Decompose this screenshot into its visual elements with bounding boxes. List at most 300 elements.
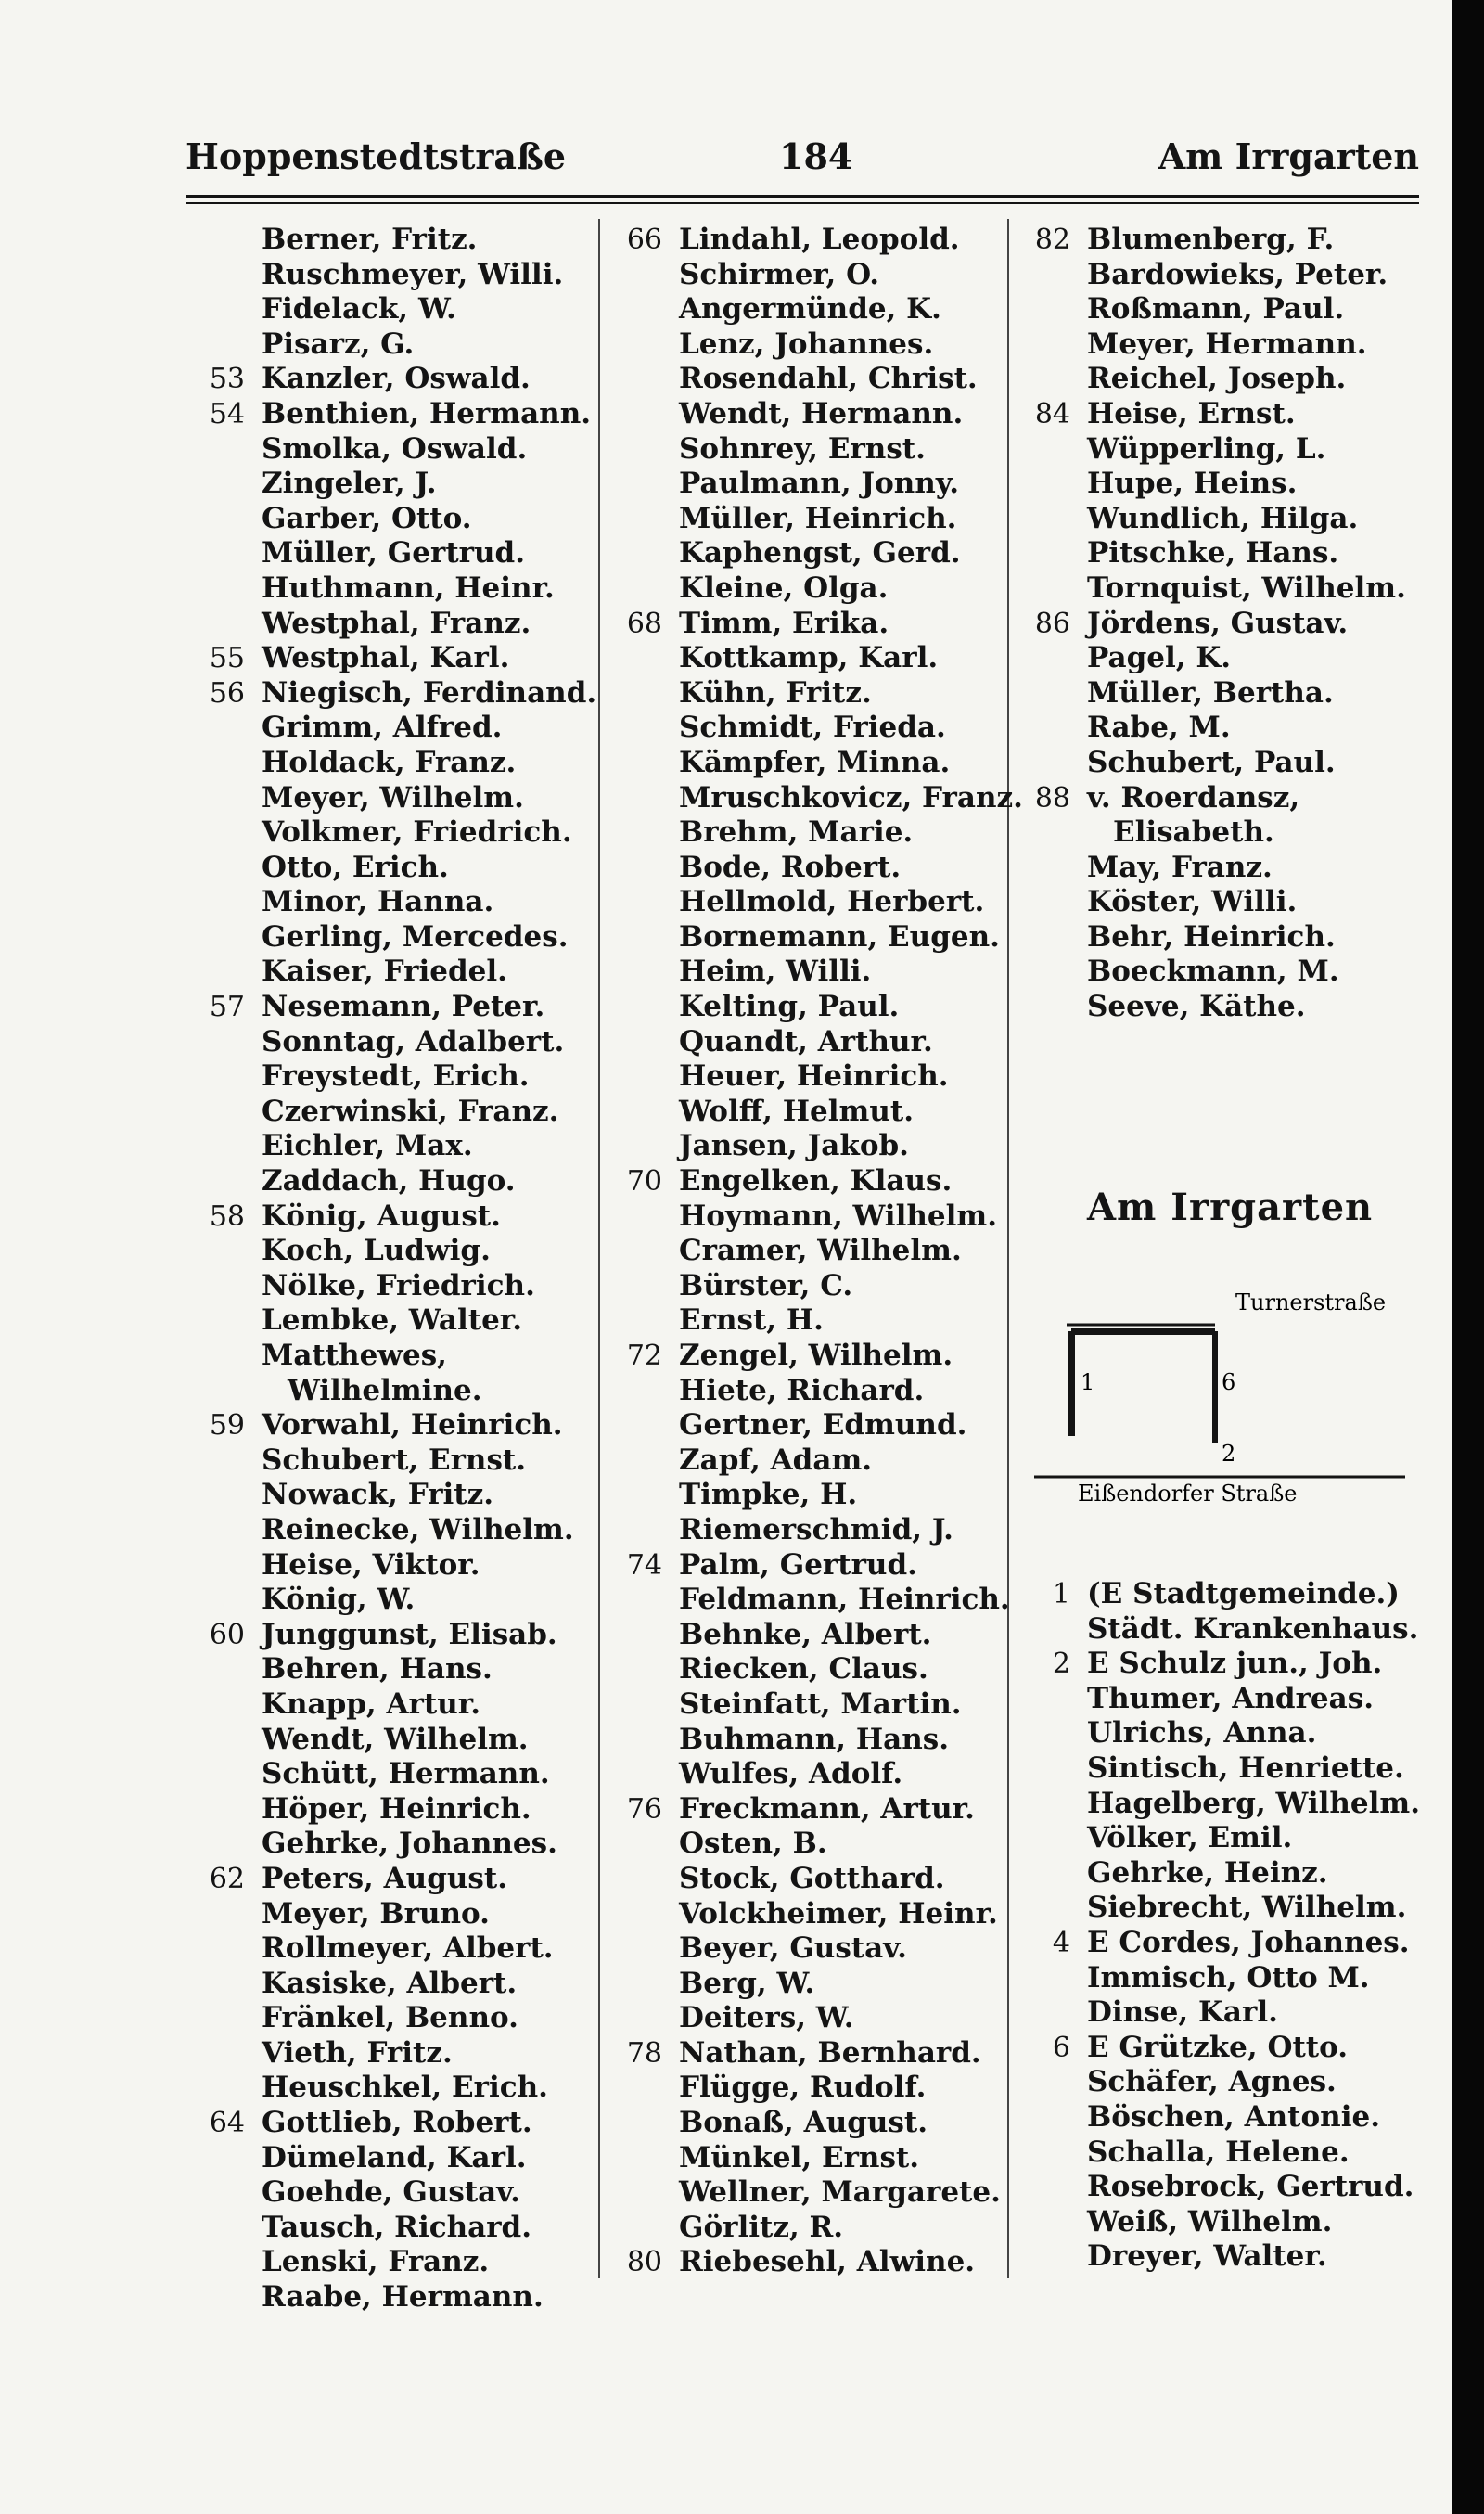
resident-name: Görlitz, R. [679, 2210, 844, 2244]
resident-name: Ruschmeyer, Willi. [262, 257, 564, 291]
resident-name: Wellner, Margarete. [679, 2175, 1001, 2210]
directory-entry [1011, 327, 1428, 363]
directory-entry [186, 1443, 603, 1479]
resident-name: Heise, Ernst. [1087, 396, 1296, 430]
resident-name: Dümeland, Karl. [262, 2140, 527, 2174]
directory-entry [603, 1025, 1011, 1060]
directory-entry [603, 885, 1011, 920]
directory-entry [603, 1862, 1011, 1897]
resident-name: Flügge, Rudolf. [679, 2071, 927, 2105]
house-number: 64 [209, 2107, 245, 2140]
house-number: 88 [1034, 781, 1070, 814]
directory-entry [603, 1374, 1011, 1409]
resident-name: Matthewes, [262, 1339, 447, 1372]
directory-entry [603, 397, 1011, 432]
resident-name: Berner, Fritz. [262, 223, 478, 256]
resident-name: Goehde, Gustav. [262, 2175, 520, 2210]
page-number: 184 [779, 135, 853, 177]
resident-name: König, W. [262, 1583, 416, 1617]
directory-entry [1011, 676, 1428, 712]
directory-entry [186, 1583, 603, 1618]
resident-name: Wolff, Helmut. [679, 1094, 915, 1128]
resident-name: Zapf, Adam. [679, 1443, 873, 1477]
resident-name: Kühn, Fritz. [679, 675, 872, 710]
directory-entry [603, 467, 1011, 502]
directory-entry [186, 2001, 603, 2036]
resident-name: Deiters, W. [679, 2001, 854, 2035]
house-number: 58 [209, 1199, 245, 1233]
resident-name: Jansen, Jakob. [679, 1129, 909, 1163]
resident-name: Rollmeyer, Albert. [262, 1931, 554, 1966]
directory-entry [1011, 2170, 1428, 2205]
resident-name: Lindahl, Leopold. [679, 223, 960, 256]
directory-entry [603, 780, 1023, 816]
directory-entry [603, 1303, 1011, 1339]
resident-name: Vieth, Fritz. [262, 2035, 453, 2070]
resident-name: Höper, Heinrich. [262, 1791, 531, 1826]
resident-name: Heuschkel, Erich. [262, 2071, 548, 2105]
directory-entry [603, 1792, 1011, 1828]
house-number: 6 [1052, 2031, 1070, 2064]
directory-entry [603, 1897, 1011, 1932]
resident-name: Fidelack, W. [262, 292, 456, 327]
directory-entry [186, 502, 603, 537]
house-number: 66 [626, 224, 662, 256]
directory-entry [186, 920, 603, 956]
resident-name: Niegisch, Ferdinand. [262, 675, 597, 710]
resident-name: Fränkel, Benno. [262, 2001, 518, 2035]
directory-entry [603, 1827, 1011, 1862]
house-number: 70 [626, 1165, 662, 1199]
directory-entry [186, 1757, 603, 1792]
resident-name: Behren, Hans. [262, 1652, 493, 1687]
resident-name: Heise, Viktor. [262, 1547, 480, 1582]
resident-name: Freystedt, Erich. [262, 1059, 530, 1094]
resident-name: Zingeler, J. [262, 467, 437, 501]
resident-name: Knapp, Artur. [262, 1687, 481, 1721]
resident-name: Jördens, Gustav. [1087, 606, 1349, 640]
directory-entry [603, 258, 1011, 293]
resident-name: E Grützke, Otto. [1087, 2030, 1349, 2064]
directory-entry [186, 362, 603, 397]
resident-name: Holdack, Franz. [262, 745, 517, 779]
directory-entry [603, 2245, 1011, 2280]
resident-name: Münkel, Ernst. [679, 2140, 920, 2174]
resident-name: Schubert, Ernst. [262, 1443, 527, 1477]
house-number: 78 [626, 2036, 662, 2070]
directory-entry [1011, 2239, 1428, 2275]
resident-name: Raabe, Hermann. [262, 2280, 544, 2315]
directory-entry [1011, 1961, 1428, 1996]
header-rule-second [186, 202, 1419, 204]
street-label-bottom: Eißendorfer Straße [1078, 1481, 1298, 1503]
resident-name: Vorwahl, Heinrich. [262, 1408, 563, 1443]
resident-name: Nesemann, Peter. [262, 990, 545, 1024]
directory-entry [186, 292, 603, 327]
resident-name: Koch, Ludwig. [262, 1234, 491, 1268]
directory-entry [603, 1723, 1011, 1758]
directory-entry [1011, 502, 1428, 537]
resident-name: Tausch, Richard. [262, 2210, 532, 2244]
directory-entry [603, 607, 1011, 642]
directory-entry [1011, 571, 1428, 607]
directory-entry [1011, 1716, 1428, 1751]
directory-entry [1011, 1995, 1428, 2031]
directory-entry [603, 1931, 1011, 1967]
directory-entry [603, 711, 1011, 746]
resident-name: Hoymann, Wilhelm. [679, 1199, 997, 1233]
resident-name: Angermünde, K. [679, 292, 941, 327]
resident-name: Müller, Gertrud. [262, 536, 525, 571]
directory-entry [186, 327, 603, 363]
resident-name: Freckmann, Artur. [679, 1791, 975, 1826]
resident-name: Nathan, Bernhard. [679, 2035, 981, 2070]
directory-entry [603, 746, 1011, 781]
directory-entry [186, 467, 603, 502]
resident-name: Müller, Heinrich. [679, 501, 957, 535]
resident-name: Reichel, Joseph. [1087, 362, 1347, 396]
street-label-top: Turnerstraße [1235, 1289, 1387, 1315]
resident-name: Gerling, Mercedes. [262, 919, 569, 954]
resident-name: Heim, Willi. [679, 955, 872, 989]
resident-name: Hiete, Richard. [679, 1373, 925, 1407]
header-street-left: Hoppenstedtstraße [186, 135, 567, 177]
directory-entry [1011, 1926, 1428, 1961]
resident-name: Schubert, Paul. [1087, 745, 1336, 779]
directory-entry [603, 327, 1011, 363]
resident-name: Lenz, Johannes. [679, 327, 934, 361]
directory-entry [1011, 851, 1428, 886]
directory-entry [1011, 1856, 1428, 1892]
resident-name: May, Franz. [1087, 850, 1273, 884]
directory-entry [603, 223, 1011, 258]
map-number-right-top: 6 [1222, 1369, 1236, 1395]
resident-name: Pisarz, G. [262, 327, 415, 361]
directory-entry [603, 920, 1011, 956]
directory-entry [186, 536, 603, 571]
resident-name: Czerwinski, Franz. [262, 1094, 559, 1128]
directory-entry [1011, 2065, 1428, 2100]
directory-entry [1011, 292, 1428, 327]
directory-entry [603, 362, 1011, 397]
directory-entry [186, 2071, 603, 2106]
directory-entry [603, 641, 1011, 676]
directory-entry [186, 711, 603, 746]
directory-entry [186, 1303, 603, 1339]
column-2 [603, 223, 1023, 2280]
resident-name: Elisabeth. [1113, 815, 1274, 850]
resident-name: Zaddach, Hugo. [262, 1164, 516, 1199]
directory-entry [603, 1269, 1011, 1304]
header-street-right: Am Irrgarten [1158, 135, 1419, 177]
directory-entry [1011, 2031, 1428, 2066]
directory-entry [603, 2036, 1011, 2071]
resident-name: Timm, Erika. [679, 606, 889, 640]
resident-name: Engelken, Klaus. [679, 1164, 953, 1199]
directory-entry [186, 1164, 603, 1199]
directory-entry [186, 1618, 603, 1653]
resident-name: Sohnrey, Ernst. [679, 431, 926, 466]
directory-entry [186, 1269, 603, 1304]
directory-entry [1011, 2100, 1428, 2136]
section-heading: Am Irrgarten [1087, 1186, 1374, 1229]
resident-name: Zengel, Wilhelm. [679, 1339, 953, 1372]
house-number: 57 [209, 991, 245, 1024]
resident-name: Müller, Bertha. [1087, 675, 1334, 710]
directory-entry [603, 1095, 1011, 1130]
resident-name: Wendt, Wilhelm. [262, 1722, 529, 1756]
resident-name: Wulfes, Adolf. [679, 1757, 903, 1791]
resident-name: Grimm, Alfred. [262, 711, 503, 745]
directory-entry [603, 2211, 1011, 2246]
resident-name: Bonaß, August. [679, 2106, 928, 2140]
house-number: 72 [626, 1340, 662, 1372]
directory-entry [1011, 1647, 1428, 1682]
house-number: 53 [209, 363, 245, 396]
directory-entry [186, 676, 603, 712]
directory-entry [603, 571, 1011, 607]
resident-name: Hellmold, Herbert. [679, 885, 985, 919]
directory-entry [186, 1234, 603, 1269]
resident-name: Schalla, Helene. [1087, 2135, 1350, 2169]
resident-name: Roßmann, Paul. [1087, 292, 1345, 327]
resident-name: Hagelberg, Wilhelm. [1087, 1786, 1420, 1820]
house-number: 86 [1034, 607, 1070, 640]
house-number: 84 [1034, 397, 1070, 430]
resident-name: Bardowieks, Peter. [1087, 257, 1388, 291]
resident-name: Gehrke, Heinz. [1087, 1855, 1328, 1890]
directory-entry [186, 2036, 603, 2071]
resident-name: Nölke, Friedrich. [262, 1268, 535, 1302]
resident-name: Lenski, Franz. [262, 2245, 490, 2279]
house-number: 2 [1052, 1648, 1070, 1681]
house-number: 4 [1052, 1926, 1070, 1959]
directory-entry [603, 955, 1011, 990]
directory-entry [186, 2245, 603, 2280]
resident-name: Kaiser, Friedel. [262, 955, 507, 989]
resident-name: Brehm, Marie. [679, 815, 914, 850]
directory-entry [186, 885, 603, 920]
directory-entry [603, 1443, 1011, 1479]
directory-entry [1011, 607, 1428, 642]
directory-entry [186, 432, 603, 468]
directory-entry [603, 1687, 1011, 1723]
directory-entry [603, 1967, 1011, 2002]
directory-entry [186, 1687, 603, 1723]
resident-name: König, August. [262, 1199, 501, 1233]
directory-entry [186, 1478, 603, 1513]
resident-name: Westphal, Franz. [262, 606, 531, 640]
resident-name: Sintisch, Henriette. [1087, 1751, 1404, 1785]
resident-name: Wilhelmine. [288, 1373, 482, 1407]
resident-name: Gertner, Edmund. [679, 1408, 967, 1443]
resident-name: Volckheimer, Heinr. [679, 1896, 998, 1930]
directory-entry [186, 607, 603, 642]
directory-entry [603, 1339, 1011, 1374]
house-number: 56 [209, 676, 245, 710]
directory-entry [603, 676, 1011, 712]
resident-name: Gottlieb, Robert. [262, 2106, 532, 2140]
directory-entry [1011, 1751, 1428, 1787]
directory-entry [186, 990, 603, 1025]
resident-name: Bode, Robert. [679, 850, 902, 884]
directory-entry [603, 2106, 1011, 2141]
directory-entry [1011, 1612, 1428, 1648]
resident-name: Kämpfer, Minna. [679, 745, 951, 779]
resident-name: Paulmann, Jonny. [679, 467, 960, 501]
directory-entry [1011, 711, 1428, 746]
resident-name: Behr, Heinrich. [1087, 919, 1336, 954]
directory-entry [186, 1548, 603, 1584]
resident-name: Rosebrock, Gertrud. [1087, 2170, 1414, 2204]
resident-name: Meyer, Bruno. [262, 1896, 490, 1930]
column-1 [186, 223, 603, 2315]
directory-entry [1011, 397, 1428, 432]
resident-name: Köster, Willi. [1087, 885, 1298, 919]
header-rule [186, 195, 1419, 198]
directory-entry [1011, 885, 1428, 920]
house-number: 59 [209, 1409, 245, 1443]
directory-entry [186, 397, 603, 432]
page-header [186, 135, 1419, 187]
directory-entry [186, 2211, 603, 2246]
directory-entry [186, 815, 603, 851]
directory-entry [1011, 1787, 1428, 1822]
resident-name: Pagel, K. [1087, 641, 1232, 675]
resident-name: Tornquist, Wilhelm. [1087, 571, 1406, 605]
resident-name: Wüpperling, L. [1087, 431, 1326, 466]
resident-name: Behnke, Albert. [679, 1617, 932, 1651]
resident-name: v. Roerdansz, [1087, 780, 1300, 814]
resident-name: Peters, August. [262, 1861, 507, 1895]
resident-name: Siebrecht, Wilhelm. [1087, 1891, 1407, 1925]
directory-entry [603, 2071, 1011, 2106]
directory-entry [1011, 223, 1428, 258]
directory-entry [1011, 920, 1428, 956]
resident-name: E Schulz jun., Joh. [1087, 1647, 1383, 1681]
directory-entry [603, 502, 1011, 537]
directory-entry [186, 571, 603, 607]
house-number: 55 [209, 642, 245, 675]
directory-entry [603, 1757, 1011, 1792]
resident-name: Schirmer, O. [679, 257, 880, 291]
resident-name: Wundlich, Hilga. [1087, 501, 1359, 535]
resident-name: Thumer, Andreas. [1087, 1681, 1374, 1715]
resident-name: Kanzler, Oswald. [262, 362, 531, 396]
resident-name: Buhmann, Hans. [679, 1722, 949, 1756]
directory-entry [186, 258, 603, 293]
resident-name: Kleine, Olga. [679, 571, 889, 605]
directory-entry [186, 2141, 603, 2176]
directory-entry [603, 432, 1011, 468]
directory-entry [186, 955, 603, 990]
resident-name: Beyer, Gustav. [679, 1931, 907, 1966]
resident-name: Huthmann, Heinr. [262, 571, 555, 605]
directory-entry [1011, 1682, 1428, 1717]
directory-entry [603, 2141, 1011, 2176]
directory-entry [1011, 1577, 1428, 1612]
house-number: 62 [209, 1862, 245, 1895]
directory-entry [603, 815, 1011, 851]
directory-entry [603, 1513, 1011, 1548]
resident-name: Boeckmann, M. [1087, 955, 1339, 989]
directory-entry [603, 1478, 1011, 1513]
directory-entry [603, 1199, 1011, 1235]
directory-entry [603, 1618, 1011, 1653]
resident-name: Gehrke, Johannes. [262, 1827, 557, 1861]
resident-name: Osten, B. [679, 1827, 827, 1861]
directory-entry [186, 1931, 603, 1967]
directory-entry [186, 223, 603, 258]
resident-name: Stock, Gotthard. [679, 1861, 945, 1895]
resident-name: Timpke, H. [679, 1478, 858, 1512]
resident-name: Nowack, Fritz. [262, 1478, 494, 1512]
resident-name: Cramer, Wilhelm. [679, 1234, 962, 1268]
directory-entry [186, 1339, 603, 1374]
resident-name: Riebesehl, Alwine. [679, 2245, 976, 2279]
directory-entry [1011, 467, 1428, 502]
directory-entry [186, 1897, 603, 1932]
resident-name: Otto, Erich. [262, 850, 449, 884]
directory-entry [1011, 2136, 1428, 2171]
directory-entry [1011, 536, 1428, 571]
resident-name: Reinecke, Wilhelm. [262, 1512, 574, 1546]
directory-entry [186, 1408, 603, 1443]
directory-entry [603, 1164, 1011, 1199]
directory-entry [186, 1513, 603, 1548]
house-number: 80 [626, 2246, 662, 2279]
resident-name: Benthien, Hermann. [262, 396, 592, 430]
directory-entry [186, 2175, 603, 2211]
resident-name: Meyer, Wilhelm. [262, 780, 524, 814]
directory-entry [1011, 990, 1428, 1025]
directory-entry [186, 2280, 603, 2315]
directory-entry [603, 536, 1011, 571]
resident-name: (E Stadtgemeinde.) [1087, 1577, 1400, 1610]
resident-name: Bornemann, Eugen. [679, 919, 1000, 954]
resident-name: Dinse, Karl. [1087, 1995, 1278, 2030]
directory-entry [186, 1059, 603, 1095]
directory-entry [603, 1059, 1011, 1095]
resident-name: E Cordes, Johannes. [1087, 1925, 1410, 1959]
house-number: 76 [626, 1792, 662, 1826]
resident-name: Lembke, Walter. [262, 1303, 523, 1338]
resident-name: Smolka, Oswald. [262, 431, 528, 466]
directory-entry [186, 1095, 603, 1130]
directory-entry [1011, 2205, 1428, 2240]
resident-name: Riemerschmid, J. [679, 1512, 953, 1546]
directory-entry [186, 1862, 603, 1897]
resident-name: Minor, Hanna. [262, 885, 494, 919]
resident-name: Städt. Krankenhaus. [1087, 1611, 1419, 1646]
directory-entry [186, 1723, 603, 1758]
directory-entry [1011, 362, 1428, 397]
house-number: 68 [626, 607, 662, 640]
directory-entry [186, 641, 603, 676]
directory-entry [186, 2106, 603, 2141]
directory-entry [186, 1025, 603, 1060]
directory-entry [1011, 1891, 1428, 1926]
directory-entry [186, 1129, 603, 1164]
resident-name: Schmidt, Frieda. [679, 711, 946, 745]
directory-entry [186, 1199, 603, 1235]
resident-name: Junggunst, Elisab. [262, 1617, 557, 1651]
resident-name: Volkmer, Friedrich. [262, 815, 572, 850]
resident-name: Heuer, Heinrich. [679, 1059, 949, 1094]
house-number: 60 [209, 1618, 245, 1651]
directory-entry [186, 781, 603, 816]
resident-name: Steinfatt, Martin. [679, 1687, 962, 1721]
